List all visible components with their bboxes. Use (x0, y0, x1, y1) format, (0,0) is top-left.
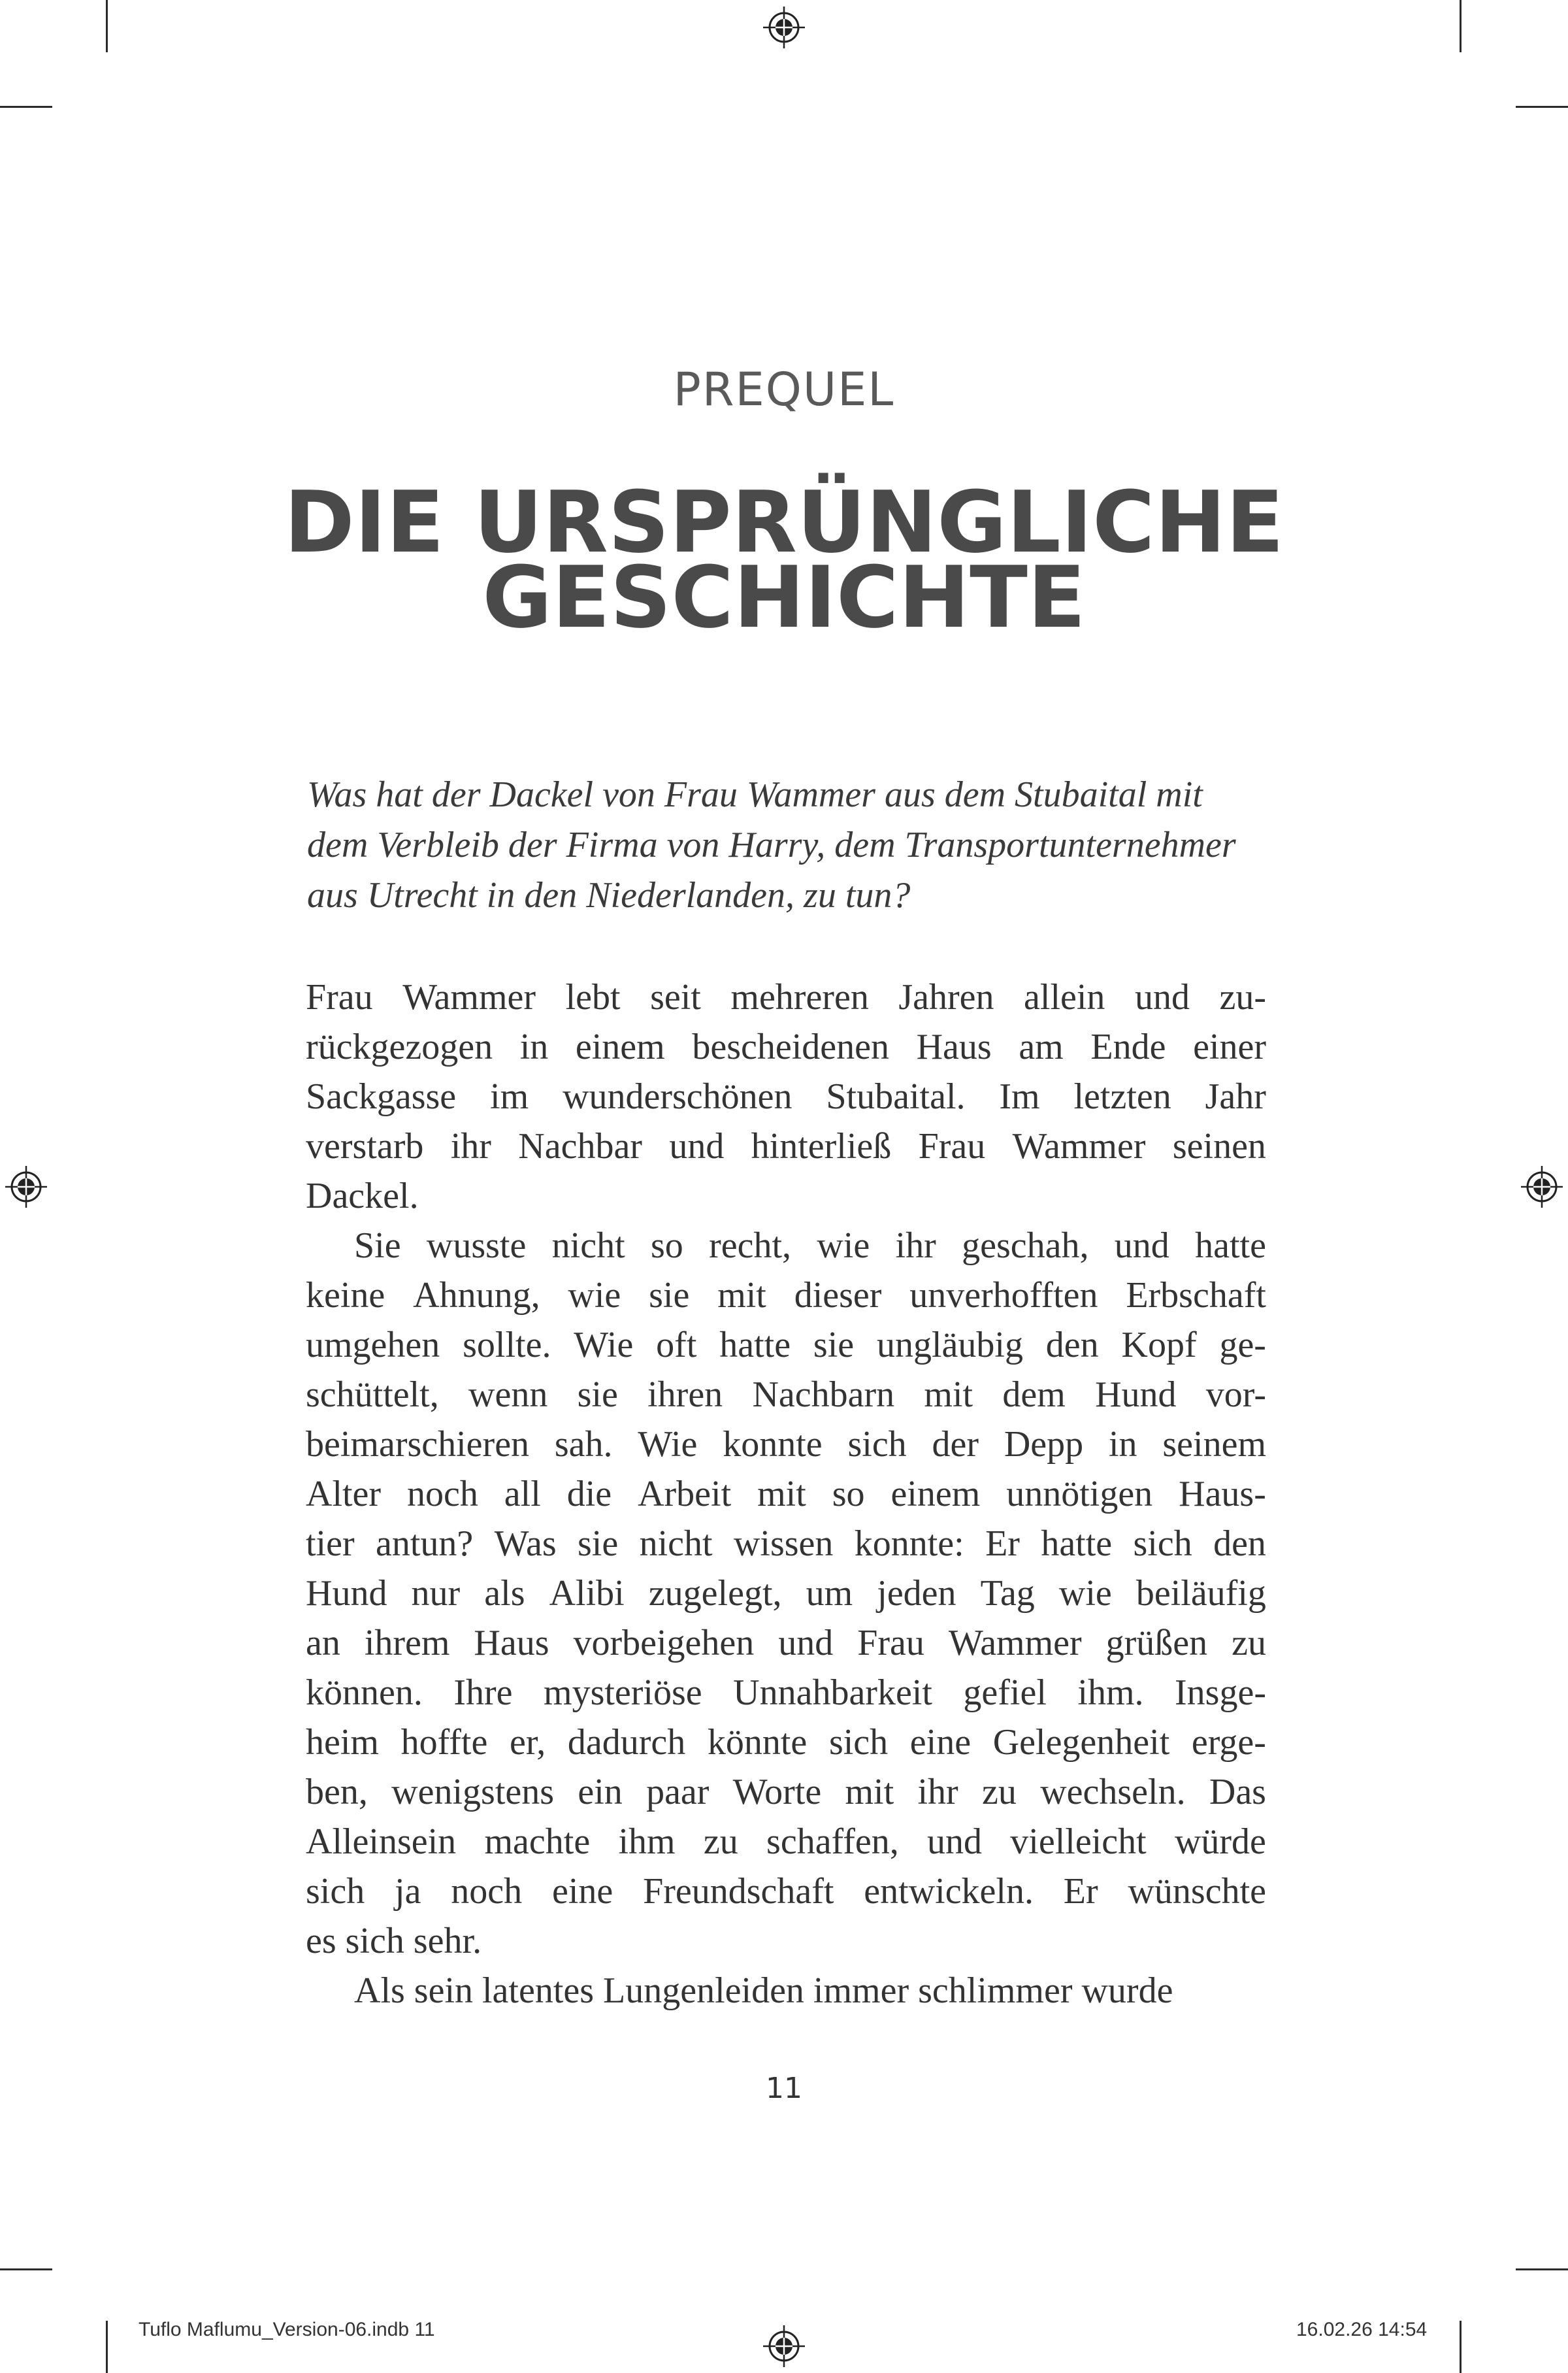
chapter-title-line: GESCHICHTE (482, 548, 1086, 647)
registration-mark-icon (763, 7, 805, 48)
body-line: Alter noch all die Arbeit mit so einem unnötigen Haus- (306, 1474, 1266, 1514)
registration-mark-icon (763, 2325, 805, 2367)
crop-mark (106, 0, 108, 52)
crop-mark (0, 2268, 52, 2270)
chapter-kicker: PREQUEL (673, 363, 895, 416)
body-line: rückgezogen in einem bescheidenen Haus am Ende einer (306, 1027, 1266, 1067)
crop-mark (1460, 0, 1462, 52)
lead-line: dem Verbleib der Firma von Harry, dem Transportunternehmer (307, 825, 1236, 865)
chapter-title-line: DIE URSPRÜNGLICHE (284, 473, 1284, 572)
body-line: es sich sehr. (306, 1921, 482, 1961)
lead-paragraph (307, 770, 1267, 921)
crop-mark (1516, 2268, 1568, 2270)
crop-mark (1460, 2321, 1462, 2373)
page-number: 11 (766, 2072, 802, 2105)
body-line: Sackgasse im wunderschönen Stubaital. Im letzten Jahr (306, 1076, 1266, 1117)
body-line: Alleinsein machte ihm zu schaffen, und vielleicht würde (306, 1821, 1266, 1862)
body-line: können. Ihre mysteriöse Unnahbarkeit gefiel ihm. Insge- (306, 1672, 1266, 1713)
registration-mark-icon (1521, 1166, 1563, 1208)
body-line: heim hoffte er, dadurch könnte sich eine Gelegenheit erge- (306, 1722, 1266, 1763)
body-line: verstarb ihr Nachbar und hinterließ Frau Wammer seinen (306, 1126, 1266, 1167)
slug-timestamp: 16.02.26 14:54 (1296, 2319, 1428, 2340)
chapter-title (0, 473, 1568, 647)
body-line: Frau Wammer lebt seit mehreren Jahren allein und zu- (306, 977, 1266, 1018)
body-text (306, 972, 1266, 2016)
body-line: beimarschieren sah. Wie konnte sich der Depp in seinem (306, 1424, 1266, 1465)
body-line: tier antun? Was sie nicht wissen konnte: Er hatte sich den (306, 1523, 1266, 1564)
body-line: umgehen sollte. Wie oft hatte sie ungläubig den Kopf ge- (306, 1325, 1266, 1365)
body-line: Dackel. (306, 1176, 419, 1216)
crop-mark (0, 106, 52, 108)
slug-filename: Tuflo Maflumu_Version-06.indb 11 (139, 2319, 435, 2340)
lead-line: Was hat der Dackel von Frau Wammer aus dem Stubaital mit (307, 774, 1203, 815)
body-line: ben, wenigstens ein paar Worte mit ihr zu wechseln. Das (306, 1772, 1266, 1812)
body-line: keine Ahnung, wie sie mit dieser unverhofften Erbschaft (306, 1275, 1266, 1316)
body-line: sich ja noch eine Freundschaft entwickeln. Er wünschte (306, 1871, 1266, 1912)
body-line: schüttelt, wenn sie ihren Nachbarn mit dem Hund vor- (306, 1374, 1266, 1415)
body-line: Sie wusste nicht so recht, wie ihr geschah, und hatte (354, 1225, 1266, 1266)
crop-mark (1516, 106, 1568, 108)
crop-mark (106, 2321, 108, 2373)
body-line: an ihrem Haus vorbeigehen und Frau Wammer grüßen zu (306, 1623, 1266, 1663)
lead-line: aus Utrecht in den Niederlanden, zu tun? (307, 875, 911, 916)
body-line: Als sein latentes Lungenleiden immer schlimmer wurde (354, 1970, 1173, 2011)
body-line: Hund nur als Alibi zugelegt, um jeden Tag wie beiläufig (306, 1573, 1266, 1614)
registration-mark-icon (5, 1166, 47, 1208)
